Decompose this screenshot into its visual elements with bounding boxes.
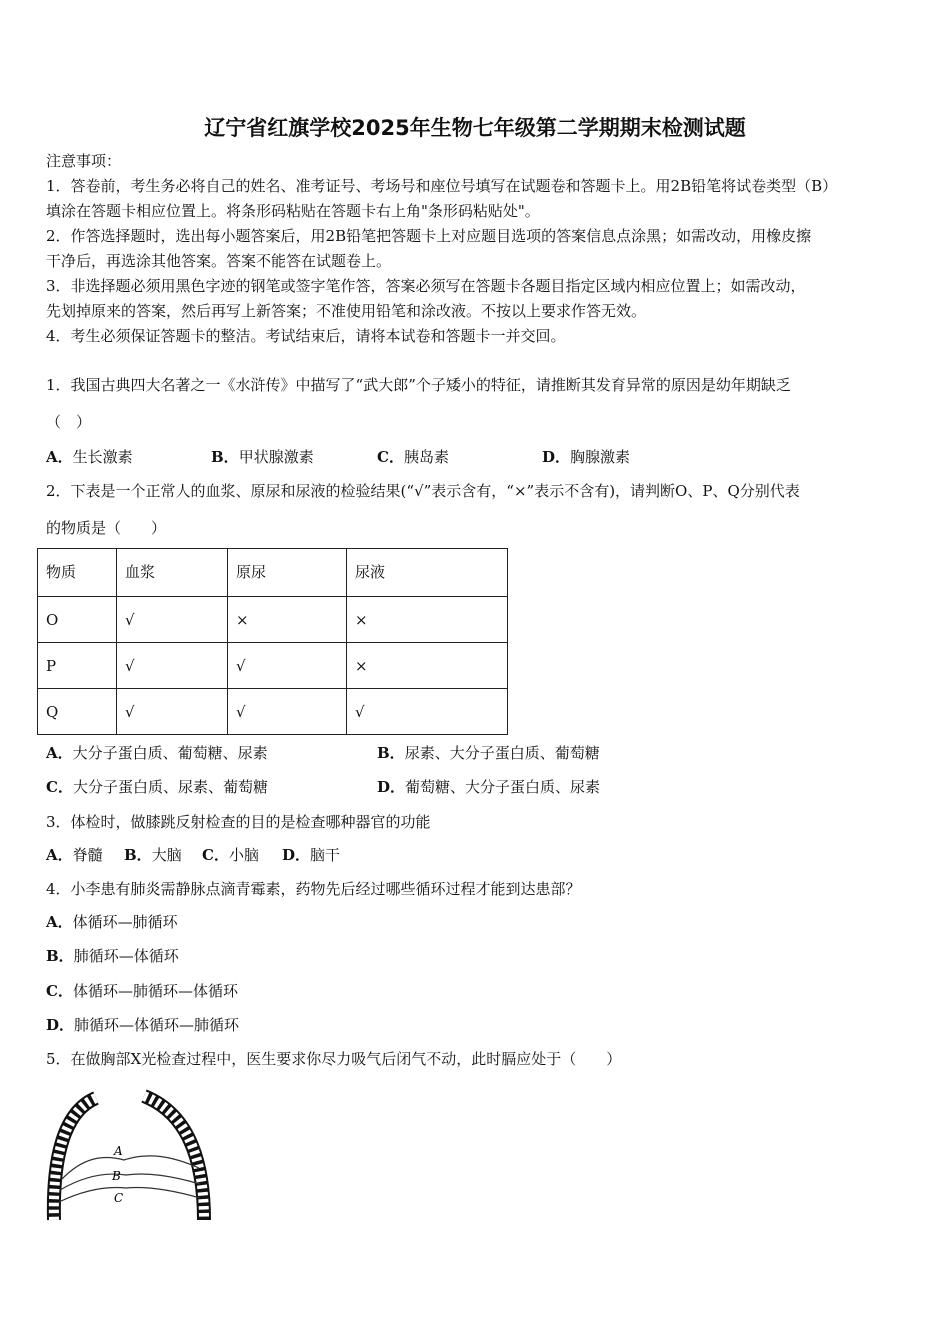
table-row	[38, 689, 508, 735]
notice-line: 4．考生必须保证答题卡的整洁。考试结束后，请将本试卷和答题卡一并交回。	[46, 327, 566, 345]
q3-option-a[interactable]: A．脊髓	[46, 846, 103, 864]
table-cell: √	[228, 643, 347, 689]
question-3-stem: 3．体检时，做膝跳反射检查的目的是检查哪种器官的功能	[46, 813, 431, 831]
q2-option-b[interactable]: B．尿素、大分子蛋白质、葡萄糖	[377, 744, 600, 762]
question-1-blank: （ ）	[46, 413, 92, 431]
table-cell: O	[38, 597, 117, 643]
table-cell: √	[228, 689, 347, 735]
question-2-stem: 2．下表是一个正常人的血浆、原尿和尿液的检验结果(“√”表示含有，“×”表示不含有)，请判断O、P、Q分别代表	[46, 482, 800, 500]
question-1-stem: 1．我国古典四大名著之一《水浒传》中描写了“武大郎”个子矮小的特征，请推断其发育异常的原因是幼年期缺乏	[46, 376, 791, 394]
q1-option-d[interactable]: D．胸腺激素	[542, 448, 631, 466]
table-header-row	[38, 549, 508, 597]
q2-option-c[interactable]: C．大分子蛋白质、尿素、葡萄糖	[46, 778, 268, 796]
notice-line: 1．答卷前，考生务必将自己的姓名、准考证号、考场号和座位号填写在试题卷和答题卡上。用2B铅笔将试卷类型（B）	[46, 177, 838, 195]
q4-option-b[interactable]: B．肺循环—体循环	[46, 947, 179, 965]
right-rib-arc	[144, 1096, 204, 1220]
question-4-stem: 4．小李患有肺炎需静脉点滴青霉素，药物先后经过哪些循环过程才能到达患部？	[46, 880, 581, 898]
diaphragm-curve-c	[59, 1187, 200, 1202]
notice-line: 2．作答选择题时，选出每小题答案后，用2B铅笔把答题卡上对应题目选项的答案信息点涂黑；如需改动，用橡皮擦	[46, 227, 812, 245]
table-header-cell: 尿液	[347, 549, 508, 597]
q1-option-b[interactable]: B．甲状腺激素	[211, 448, 314, 466]
table-row	[38, 597, 508, 643]
notice-line: 填涂在答题卡相应位置上。将条形码粘贴在答题卡右上角"条形码粘贴处"。	[46, 202, 540, 220]
table-cell: √	[117, 597, 228, 643]
q4-option-a[interactable]: A．体循环—肺循环	[46, 913, 178, 931]
table-header-cell: 血浆	[117, 549, 228, 597]
table-header-cell: 原尿	[228, 549, 347, 597]
table-cell: √	[117, 643, 228, 689]
table-header-cell: 物质	[38, 549, 117, 597]
q2-option-a[interactable]: A．大分子蛋白质、葡萄糖、尿素	[46, 744, 268, 762]
label-a: A	[114, 1144, 123, 1158]
notice-line: 干净后，再选涂其他答案。答案不能答在试题卷上。	[46, 252, 392, 270]
table-cell: Q	[38, 689, 117, 735]
q1-option-a[interactable]: A．生长激素	[46, 448, 133, 466]
table-row	[38, 643, 508, 689]
notice-line: 先划掉原来的答案，然后再写上新答案；不准使用铅笔和涂改液。不按以上要求作答无效。	[46, 302, 647, 320]
label-c: C	[114, 1191, 124, 1205]
notice-heading: 注意事项：	[46, 152, 122, 170]
table-cell: √	[347, 689, 508, 735]
q4-option-d[interactable]: D．肺循环—体循环—肺循环	[46, 1016, 240, 1034]
notice-line: 3．非选择题必须用黑色字迹的钢笔或签字笔作答，答案必须写在答题卡各题目指定区域内相应位置上；如需改动，	[46, 277, 806, 295]
q2-option-d[interactable]: D．葡萄糖、大分子蛋白质、尿素	[377, 778, 601, 796]
table-cell: P	[38, 643, 117, 689]
table-cell: ×	[347, 597, 508, 643]
q3-option-d[interactable]: D．脑干	[282, 846, 341, 864]
q1-option-c[interactable]: C．胰岛素	[377, 448, 449, 466]
q3-option-c[interactable]: C．小脑	[202, 846, 259, 864]
diaphragm-figure	[44, 1088, 219, 1224]
table-cell: √	[117, 689, 228, 735]
table-cell: ×	[228, 597, 347, 643]
question-2-stem-cont: 的物质是（ ）	[46, 519, 167, 537]
label-b: B	[112, 1169, 121, 1183]
page-title: 辽宁省红旗学校2025年生物七年级第二学期期末检测试题	[204, 116, 746, 140]
q4-option-c[interactable]: C．体循环—肺循环—体循环	[46, 982, 238, 1000]
question-5-stem: 5．在做胸部X光检查过程中，医生要求你尽力吸气后闭气不动，此时膈应处于（ ）	[46, 1050, 622, 1068]
q3-option-b[interactable]: B．大脑	[124, 846, 182, 864]
diaphragm-curve-a	[61, 1156, 199, 1180]
results-table	[37, 548, 508, 735]
table-cell: ×	[347, 643, 508, 689]
